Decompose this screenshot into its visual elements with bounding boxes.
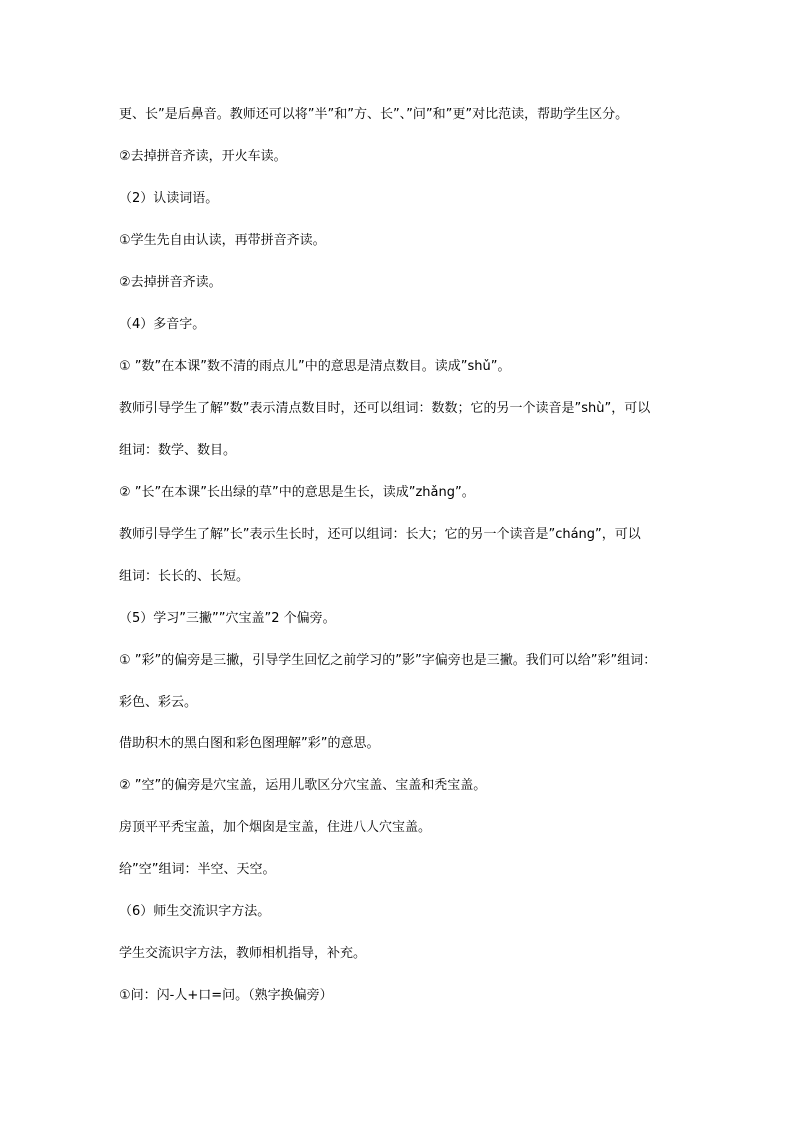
- section-heading: （4）多音字。: [119, 317, 206, 332]
- section-heading: （2）认读词语。: [119, 191, 219, 206]
- paragraph-line: 教师引导学生了解”数”表示清点数目时，还可以组词：数数；它的另一个读音是”shù”，可以: [119, 401, 651, 416]
- paragraph-line: ②去掉拼音齐读，开火车读。: [119, 149, 287, 164]
- paragraph-line: 学生交流识字方法，教师相机指导，补充。: [119, 946, 367, 961]
- paragraph-line: ①学生先自由认读，再带拼音齐读。: [119, 233, 326, 248]
- paragraph-line: 给”空”组词：半空、天空。: [119, 862, 276, 877]
- paragraph-line: ②去掉拼音齐读。: [119, 275, 222, 290]
- paragraph-line: 组词：数学、数目。: [119, 443, 237, 458]
- section-heading: （6）师生交流识字方法。: [119, 904, 271, 919]
- paragraph-line: ①问：闪-人+口=问。（熟字换偏旁）: [119, 988, 333, 1003]
- paragraph-line: 更、长”是后鼻音。教师还可以将”半”和”方、长”、”问”和”更”对比范读，帮助学生区分。: [119, 107, 629, 122]
- paragraph-line: 教师引导学生了解”长”表示生长时，还可以组词：长大；它的另一个读音是”cháng”，可以: [119, 527, 641, 542]
- paragraph-line: ② ”空”的偏旁是穴宝盖，运用儿歌区分穴宝盖、宝盖和秃宝盖。: [119, 778, 487, 793]
- paragraph-line: 彩色、彩云。: [119, 695, 198, 710]
- paragraph-line: 房顶平平秃宝盖，加个烟囱是宝盖，住进八人穴宝盖。: [119, 820, 432, 835]
- section-heading: （5）学习”三撇””穴宝盖”2 个偏旁。: [119, 611, 336, 626]
- paragraph-line: ① ”数”在本课”数不清的雨点儿”中的意思是清点数目。读成”shǔ”。: [119, 359, 511, 374]
- paragraph-line: 组词：长长的、长短。: [119, 569, 250, 584]
- paragraph-line: 借助积木的黑白图和彩色图理解”彩”的意思。: [119, 736, 380, 751]
- paragraph-line: ② ”长”在本课”长出绿的草”中的意思是生长，读成”zhǎng”。: [119, 485, 475, 500]
- paragraph-line: ① ”彩”的偏旁是三撇，引导学生回忆之前学习的”影”字偏旁也是三撇。我们可以给”彩”组词：: [119, 653, 657, 668]
